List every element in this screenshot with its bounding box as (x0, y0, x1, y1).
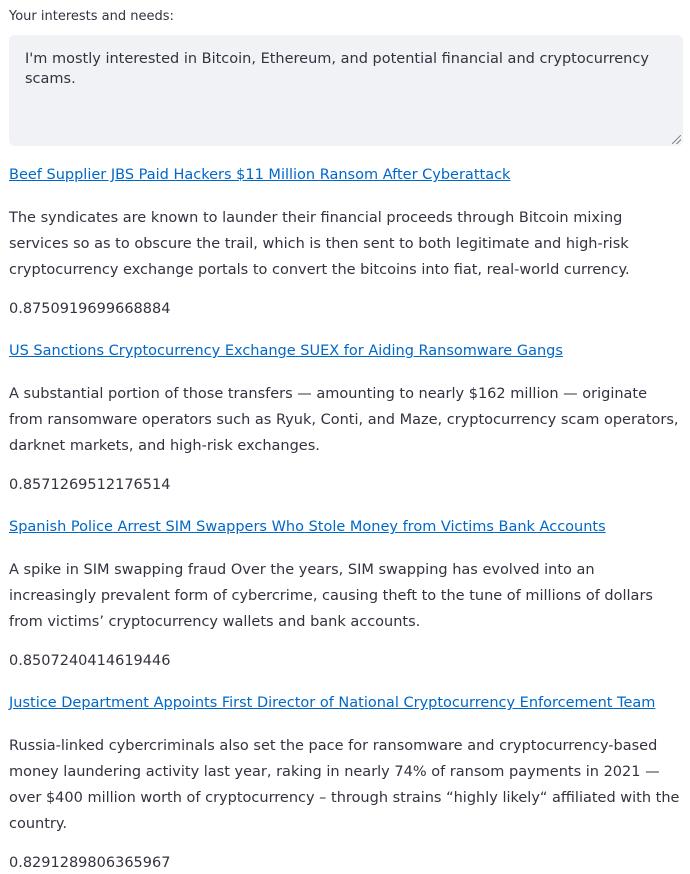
result-snippet: A substantial portion of those transfers — amounting to nearly $162 million — originate from ransomware operators such as Ryuk, Conti, and Maze, cryptocurrency scam operators, darknet markets, and high-risk exchanges. (9, 386, 679, 454)
result-score: 0.8291289806365967 (9, 855, 171, 871)
result-title-link[interactable]: Spanish Police Arrest SIM Swappers Who Stole Money from Victims Bank Accounts (9, 519, 606, 535)
interests-textarea[interactable] (9, 35, 683, 146)
interests-textarea-container[interactable] (9, 35, 683, 146)
result-title-link[interactable]: US Sanctions Cryptocurrency Exchange SUEX for Aiding Ransomware Gangs (9, 343, 563, 359)
result-item (9, 164, 683, 320)
result-title-link[interactable]: Justice Department Appoints First Director of National Cryptocurrency Enforcement Team (9, 695, 656, 711)
result-snippet: A spike in SIM swapping fraud Over the years, SIM swapping has evolved into an increasingly prevalent form of cybercrime, causing theft to the tune of millions of dollars from victims’ cryptocurrency wallets and bank accounts. (9, 562, 653, 630)
main-content (9, 0, 683, 874)
result-item (9, 692, 683, 874)
result-snippet: Russia-linked cybercriminals also set the pace for ransomware and cryptocurrency-based money laundering activity last year, raking in nearly 74% of ransom payments in 2021 — over $400 million worth of cryptocurrency – through strains “highly likely“ affiliated with the country. (9, 738, 680, 832)
interests-label: Your interests and needs: (9, 9, 174, 24)
result-item (9, 340, 683, 496)
result-item (9, 516, 683, 672)
result-score: 0.8507240414619446 (9, 653, 171, 669)
resize-grip-icon[interactable] (672, 135, 681, 144)
result-score: 0.8750919699668884 (9, 301, 171, 317)
result-score: 0.8571269512176514 (9, 477, 171, 493)
result-snippet: The syndicates are known to launder their financial proceeds through Bitcoin mixing services so as to obscure the trail, which is then sent to both legitimate and high-risk cryptocurrency exchange portals to convert the bitcoins into fiat, real-world currency. (9, 210, 630, 278)
result-title-link[interactable]: Beef Supplier JBS Paid Hackers $11 Million Ransom After Cyberattack (9, 167, 511, 183)
results-list (9, 164, 683, 874)
